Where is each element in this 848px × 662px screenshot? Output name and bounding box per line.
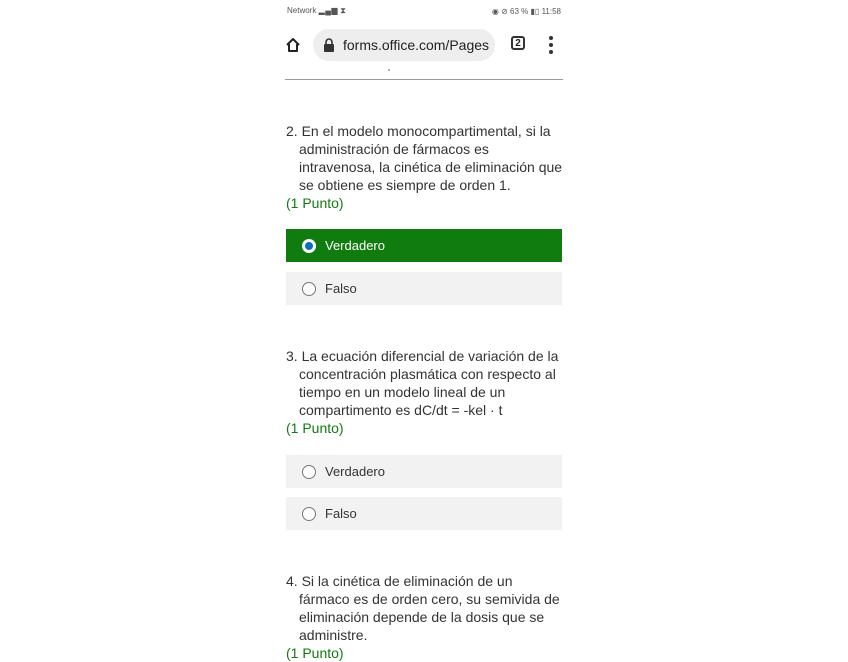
network-status: Network ▂▄▆ ⧗ — [287, 6, 346, 15]
question-text: 4. Si la cinética de eliminación de un fármaco es de orden cero, su semivida de eliminación depende de la dosis que se administre. — [286, 573, 560, 643]
browser-toolbar — [277, 28, 571, 62]
option-verdadero-q3[interactable] — [286, 455, 562, 488]
scroll-indicator — [388, 69, 390, 71]
radio-button[interactable] — [302, 282, 316, 296]
radio-button[interactable] — [302, 465, 316, 479]
mute-icon: ⊘ — [501, 6, 508, 16]
question-3 — [286, 347, 566, 437]
battery-icon: ▮▯ — [530, 6, 540, 16]
option-falso-q3[interactable] — [286, 497, 562, 530]
header-divider — [285, 79, 563, 80]
option-label: Falso — [325, 281, 357, 296]
option-verdadero-q2[interactable] — [286, 229, 562, 262]
signal-icon: ▂▄▆ — [318, 6, 339, 15]
status-right: ◉ ⊘ 63 % ▮▯ 11:58 — [491, 6, 561, 16]
radio-button-selected[interactable] — [302, 239, 316, 253]
question-points: (1 Punto) — [286, 420, 344, 436]
option-label: Verdadero — [325, 464, 385, 479]
option-falso-q2[interactable] — [286, 272, 562, 305]
status-bar — [287, 4, 561, 18]
url-text: forms.office.com/Pages — [343, 37, 490, 53]
option-label: Verdadero — [325, 238, 385, 253]
option-label: Falso — [325, 506, 357, 521]
tab-switcher-button[interactable]: 2 — [511, 36, 525, 50]
eye-icon: ◉ — [491, 6, 499, 16]
question-2 — [286, 122, 566, 212]
address-bar[interactable] — [313, 29, 495, 61]
hourglass-icon: ⧗ — [340, 6, 346, 15]
home-icon[interactable] — [285, 37, 301, 53]
question-points: (1 Punto) — [286, 645, 344, 661]
question-points: (1 Punto) — [286, 195, 344, 211]
phone-screen — [277, 0, 571, 661]
clock: 11:58 — [541, 6, 561, 16]
question-text: 3. La ecuación diferencial de variación de la concentración plasmática con respecto al tiempo en un modelo lineal de un compartimento es dC/dt = -kel · t — [286, 348, 559, 418]
question-text: 2. En el modelo monocompartimental, si la administración de fármacos es intravenosa, la cinética de eliminación que se obtiene es siempre de orden 1. — [286, 123, 563, 193]
question-4 — [286, 572, 566, 662]
lock-icon — [323, 38, 335, 52]
radio-button[interactable] — [302, 507, 316, 521]
overflow-menu-icon[interactable] — [549, 36, 553, 54]
